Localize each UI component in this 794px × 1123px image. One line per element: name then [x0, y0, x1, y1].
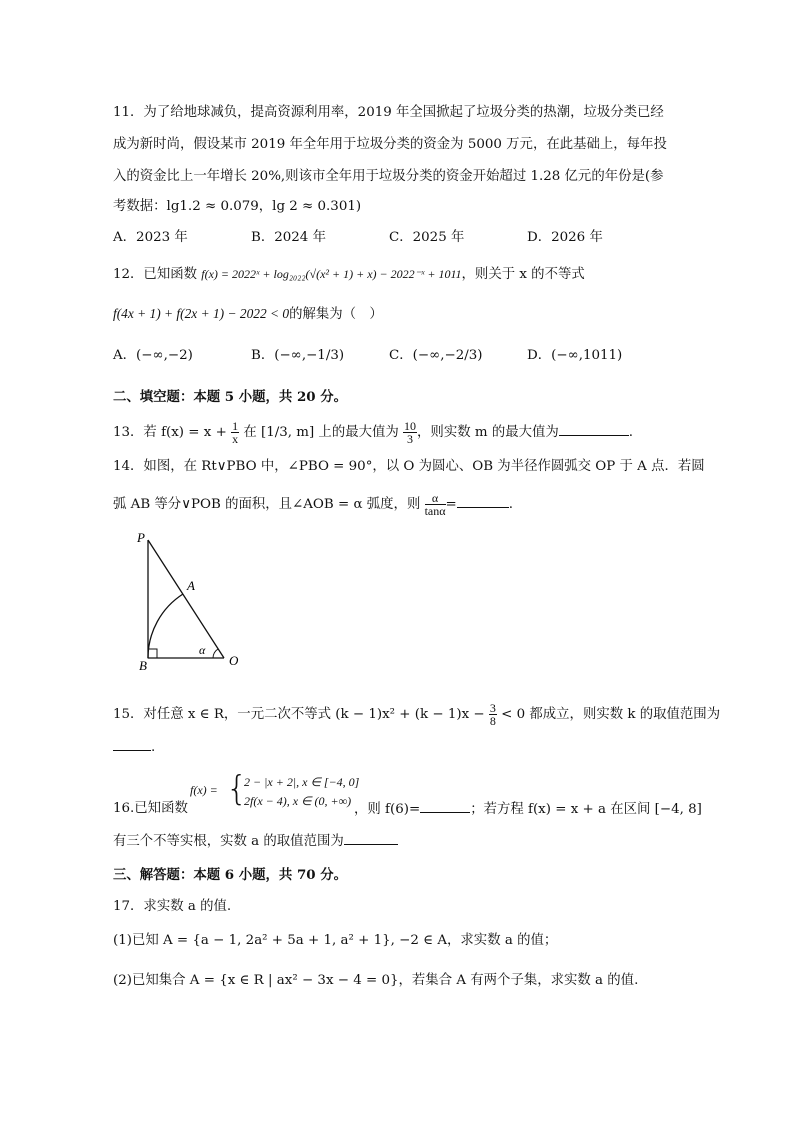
q11-line2: 成为新时尚，假设某市 2019 年全年用于垃圾分类的资金为 5000 万元，在此基础上，每年投	[113, 137, 667, 152]
q11-option-b: B．2024 年	[251, 230, 326, 245]
q13-line	[113, 420, 633, 445]
q12-inequality: f(4x + 1) + f(2x + 1) − 2022 < 0	[113, 306, 290, 321]
q11-option-a: A．2023 年	[113, 230, 188, 245]
q15-fraction-three-eighths: $\frac{3}{8}$	[489, 701, 496, 728]
q12-option-b: B．(−∞,−1/3)	[251, 348, 345, 363]
q13-stem-b: 在 [1/3, m] 上的最大值为	[239, 425, 404, 440]
right-angle-mark	[148, 649, 157, 658]
q13-stem-d: .	[628, 425, 634, 440]
q11-line3: 入的资金比上一年增长 20%,则该市全年用于垃圾分类的资金开始超过 1.28 亿元的年份是(参	[113, 169, 664, 184]
q14-line2	[113, 492, 513, 517]
q16-mid2: ；若方程 f(x) = x + a 在区间 [−4, 8]	[470, 802, 702, 817]
q17-part1: (1)已知 A = {a − 1, 2a² + 5a + 1, a² + 1}, −2 ∈ A，求实数 a 的值；	[113, 933, 558, 948]
label-a: A	[187, 578, 195, 593]
q17-part2: (2)已知集合 A = {x ∈ R | ax² − 3x − 4 = 0}，若集合 A 有两个子集，求实数 a 的值.	[113, 973, 639, 988]
q15-line1	[113, 702, 720, 727]
label-alpha: α	[199, 643, 206, 657]
q16-answer-blank-2[interactable]	[344, 832, 398, 845]
q16-case1: 2 − |x + 2|, x ∈ [−4, 0]	[244, 775, 360, 789]
section-fill-in-heading: 二、填空题：本题 5 小题，共 20 分。	[113, 389, 348, 405]
q12-solution-set-prompt: 的解集为（ ）	[289, 307, 383, 322]
q12-line1	[113, 265, 585, 284]
q15-answer-blank[interactable]	[113, 738, 151, 751]
arc-ab	[148, 594, 183, 658]
right-triangle-figure	[130, 528, 260, 673]
q11-line1: 11．为了给地球减负，提高资源利用率，2019 年全国掀起了垃圾分类的热潮，垃圾分类已经	[113, 105, 664, 120]
label-o: O	[229, 653, 239, 668]
section-solution-heading: 三、解答题：本题 6 小题，共 70 分。	[113, 867, 348, 883]
q14-period: .	[508, 497, 514, 512]
q14-fraction-alpha-over-tan: $\frac{\alpha}{\tan\alpha}$	[424, 491, 446, 518]
q11-option-d: D．2026 年	[527, 230, 603, 245]
label-b: B	[139, 658, 147, 673]
q12-option-d: D．(−∞,1011)	[527, 348, 623, 363]
q13-fraction-ten-thirds: $\frac{10}{3}$	[404, 419, 417, 446]
q11-option-c: C．2025 年	[389, 230, 465, 245]
q12-option-c: C．(−∞,−2/3)	[389, 348, 483, 363]
q16-line2-text: 有三个不等实根，实数 a 的取值范围为	[113, 834, 344, 849]
q13-stem-c: ，则实数 m 的最大值为	[417, 425, 559, 440]
q12-function-definition: f(x) = 2022ˣ + log₂₀₂₂(√(x² + 1) + x) − 2022⁻ˣ + 1011	[201, 267, 462, 281]
q13-stem-a: 13．若 f(x) = x +	[113, 425, 232, 440]
q15-stem-b: < 0 都成立，则实数 k 的取值范围为	[496, 707, 721, 722]
segment-po	[148, 540, 224, 658]
q15-line2	[113, 738, 155, 757]
label-p: P	[137, 530, 145, 545]
q16-mid: ，则 f(6)=	[354, 802, 421, 817]
q16-answer-blank-1[interactable]	[420, 800, 470, 813]
q16-left-brace: {	[226, 769, 248, 809]
q16-line1-rest	[354, 800, 702, 819]
q12-line2	[113, 305, 383, 324]
q14-stem-a: 弧 AB 等分∨POB 的面积，且∠AOB = α 弧度，则	[113, 497, 425, 512]
q11-line4: 考数据：lg1.2 ≈ 0.079，lg 2 ≈ 0.301)	[113, 199, 362, 214]
q16-prefix: 16.已知函数	[113, 801, 188, 816]
q16-case2: 2f(x − 4), x ∈ (0, +∞)	[244, 794, 352, 808]
q16-fx-label: f(x) =	[190, 783, 218, 797]
q14-answer-blank[interactable]	[457, 495, 509, 508]
q16-line2	[113, 832, 398, 851]
q12-stem-start: 12．已知函数	[113, 267, 202, 282]
q13-fraction-one-over-x: $\frac{1}{x}$	[232, 419, 239, 446]
q14-line1: 14．如图，在 Rt∨PBO 中，∠PBO = 90°，以 O 为圆心、OB 为半径作圆弧交 OP 于 A 点．若圆	[113, 459, 705, 474]
angle-alpha-arc	[213, 649, 218, 658]
q14-equals: =	[445, 497, 457, 512]
q15-period: .	[151, 740, 156, 755]
q17-title: 17．求实数 a 的值.	[113, 899, 232, 914]
q15-stem-a: 15．对任意 x ∈ R，一元二次不等式 (k − 1)x² + (k − 1)x −	[113, 707, 489, 722]
q12-stem-end: ，则关于 x 的不等式	[461, 267, 585, 282]
q13-answer-blank[interactable]	[559, 423, 629, 436]
q12-option-a: A．(−∞,−2)	[113, 348, 193, 363]
